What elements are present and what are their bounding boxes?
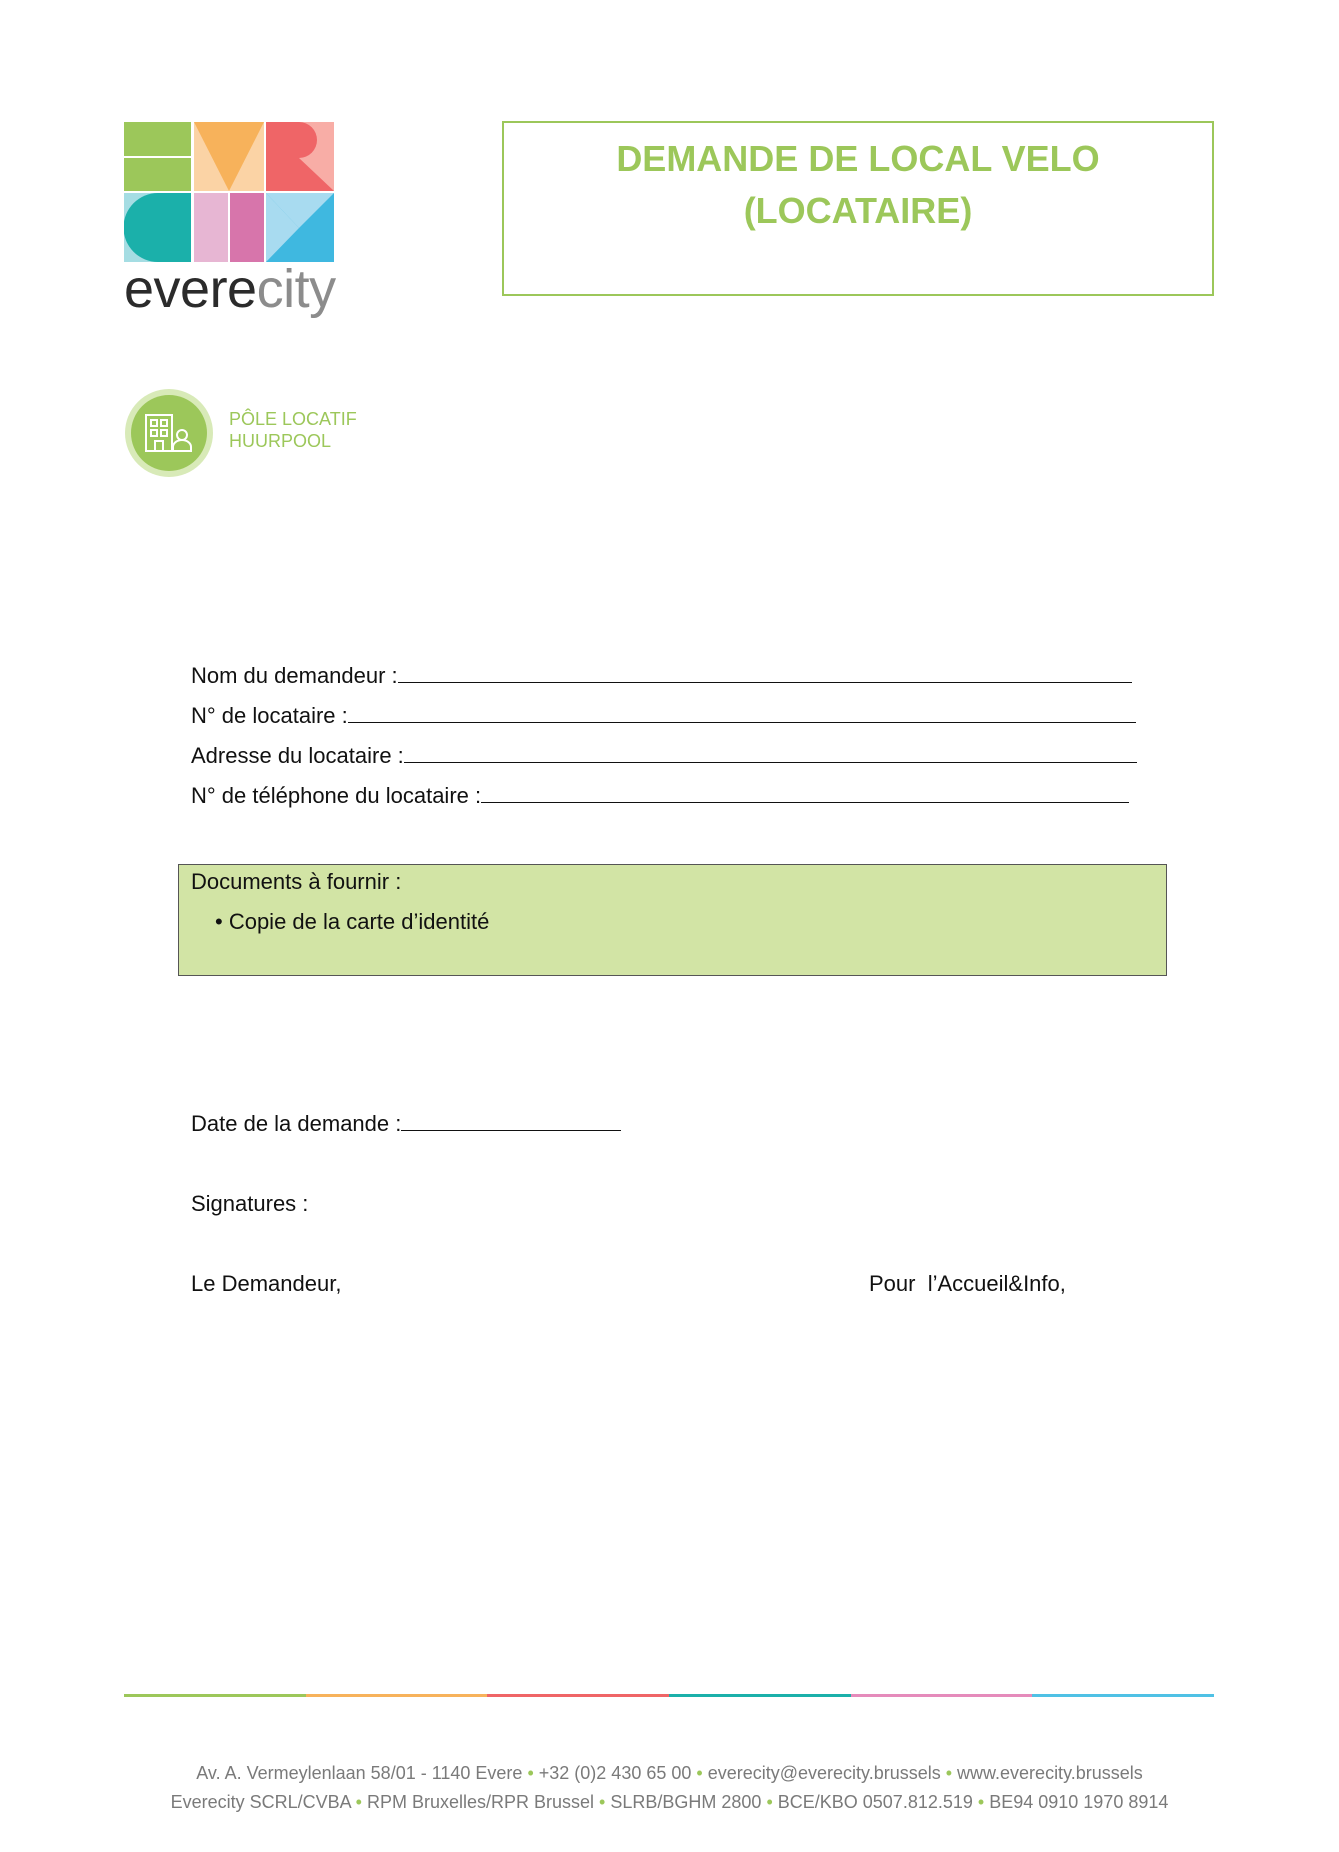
- field-request-date[interactable]: [191, 1110, 621, 1138]
- signatures-label: Signatures :: [191, 1191, 309, 1216]
- documents-box: [178, 864, 1167, 976]
- footer-bar-segment: [1032, 1694, 1214, 1697]
- documents-item-text: Copie de la carte d’identité: [228, 909, 490, 934]
- signer-reception: Pour l’Accueil&Info,: [869, 1271, 1066, 1296]
- footer-bar-segment: [487, 1694, 669, 1697]
- footer-item: BCE/KBO 0507.812.519: [777, 1792, 973, 1812]
- footer-bar-segment: [306, 1694, 488, 1697]
- footer-item: Everecity SCRL/CVBA: [170, 1792, 351, 1812]
- field-label: Nom du demandeur :: [191, 663, 398, 688]
- signer-applicant: Le Demandeur,: [191, 1271, 342, 1296]
- fill-in-line[interactable]: [481, 782, 1129, 803]
- footer-item: +32 (0)2 430 65 00: [538, 1763, 692, 1783]
- footer-item: BE94 0910 1970 8914: [989, 1792, 1169, 1812]
- footer-bar-segment: [669, 1694, 851, 1697]
- footer-item: Av. A. Vermeylenlaan 58/01 - 1140 Evere: [196, 1763, 523, 1783]
- separator-dot-icon: •: [350, 1792, 367, 1812]
- logo-word-part1: evere: [124, 259, 257, 319]
- footer-color-bar: [124, 1694, 1214, 1697]
- fill-in-line[interactable]: [404, 742, 1137, 763]
- field-label: N° de locataire :: [191, 703, 348, 728]
- field-label: Adresse du locataire :: [191, 743, 404, 768]
- separator-dot-icon: •: [972, 1792, 990, 1812]
- fill-in-line[interactable]: [401, 1110, 621, 1131]
- title-box: [502, 121, 1214, 296]
- pole-label-line2: HUURPOOL: [229, 431, 332, 451]
- separator-dot-icon: •: [940, 1763, 958, 1783]
- documents-title: Documents à fournir :: [191, 869, 402, 894]
- footer-bar-segment: [124, 1694, 306, 1697]
- logo-word-part2: city: [256, 259, 336, 319]
- separator-dot-icon: •: [691, 1763, 708, 1783]
- fill-in-line[interactable]: [348, 702, 1136, 723]
- field-tenant-address[interactable]: [191, 742, 1137, 770]
- separator-dot-icon: •: [522, 1763, 539, 1783]
- footer-item: RPM Bruxelles/RPR Brussel: [366, 1792, 595, 1812]
- separator-dot-icon: •: [761, 1792, 778, 1812]
- footer-legal-line: [0, 1791, 1339, 1813]
- everecity-logo-mark: [124, 122, 334, 262]
- footer-contact-line: [0, 1762, 1339, 1784]
- footer-bar-segment: [851, 1694, 1033, 1697]
- footer-item: www.everecity.brussels: [957, 1763, 1143, 1783]
- footer-item: everecity@everecity.brussels: [707, 1763, 941, 1783]
- separator-dot-icon: •: [594, 1792, 611, 1812]
- bullet-icon: •: [215, 909, 229, 934]
- pole-label: [229, 408, 357, 452]
- building-person-icon: [124, 388, 214, 478]
- pole-label-line1: PÔLE LOCATIF: [229, 409, 357, 429]
- field-tenant-phone[interactable]: [191, 782, 1129, 810]
- field-label: N° de téléphone du locataire :: [191, 783, 482, 808]
- field-applicant-name[interactable]: [191, 662, 1132, 690]
- footer-item: SLRB/BGHM 2800: [610, 1792, 762, 1812]
- document-title-line1: DEMANDE DE LOCAL VELO: [616, 138, 1100, 179]
- document-title-line2: (LOCATAIRE): [743, 190, 973, 231]
- everecity-logo-wordmark: [124, 259, 336, 319]
- field-tenant-number[interactable]: [191, 702, 1136, 730]
- field-label: Date de la demande :: [191, 1111, 402, 1136]
- documents-list-item: [215, 907, 489, 937]
- fill-in-line[interactable]: [398, 662, 1132, 683]
